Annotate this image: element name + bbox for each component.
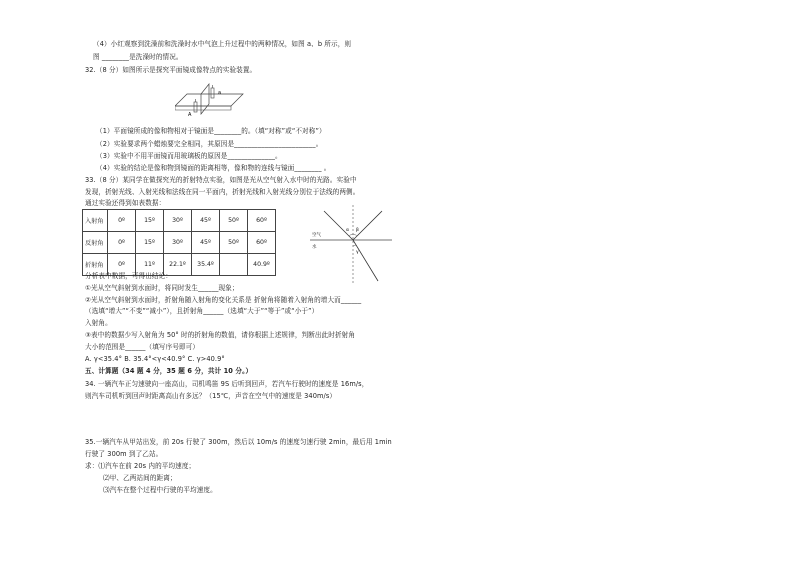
- q32-3: （3）实验中不用平面镜而用玻璃板的原因是______________。: [96, 152, 282, 160]
- label-air: 空气: [312, 233, 321, 238]
- q35-line5: ⑶汽车在整个过程中行驶的平均速度。: [103, 486, 217, 494]
- cell: 0º: [108, 210, 136, 232]
- q35-line2: 行驶了 300m 到了乙站。: [85, 450, 163, 458]
- q35-line1: 35.一辆汽车从甲站出发，前 20s 行驶了 300m，然后以 10m/s 的速度匀速行驶 2min，最后用 1min: [85, 438, 392, 446]
- row-label: 入射角: [83, 210, 108, 232]
- q32-title: 32.（8 分）如图所示是探究平面镜成像特点的实验装置。: [85, 66, 257, 74]
- label-a: a: [218, 90, 222, 96]
- q35-line4: ⑵甲、乙两站间的距离；: [103, 474, 177, 482]
- refraction-diagram: [308, 203, 394, 285]
- q32-2: （2）实验要求两个蜡烛要完全相同，其原因是________________________。: [96, 140, 323, 148]
- q32-4: （4）实验的结论是像和物到镜面的距离相等，像和物的连线与镜面________ 。: [96, 164, 331, 172]
- label-gamma: γ: [356, 250, 359, 255]
- cell: 45º: [192, 210, 220, 232]
- cell: 45º: [192, 232, 220, 254]
- analysis-line6: ③表中的数据少写入射角为 50° 时的折射角的数值，请你根据上述规律，判断出此时折射角: [85, 331, 356, 339]
- q34-line2: 则汽车司机听到回声时距离高山有多远？（15℃，声音在空气中的速度是 340m/s）: [85, 392, 337, 400]
- label-alpha: α: [346, 228, 349, 233]
- cell: 0º: [108, 232, 136, 254]
- q33-line1: 33.（8 分）某同学在做探究光的折射特点实验，如图是光从空气射入水中时的光路。实验中: [85, 176, 357, 184]
- cell: 50º: [220, 232, 248, 254]
- cell: 35.4º: [192, 254, 220, 276]
- q32-1: （1）平面镜所成的像和物相对于镜面是________的。（填“对称”或“不对称”）: [96, 127, 326, 135]
- cell: 50º: [220, 210, 248, 232]
- cell: 11º: [136, 254, 164, 276]
- label-A: A: [188, 112, 192, 118]
- cell: 60º: [248, 232, 276, 254]
- row-label: 反射角: [83, 232, 108, 254]
- q33-line2: 发现，折射光线、入射光线和法线在同一平面内，折射光线和入射光线分别位于法线的两侧。: [85, 188, 360, 196]
- cell: [220, 254, 248, 276]
- analysis-line7: 大小的范围是______（填写序号即可）: [85, 343, 200, 351]
- analysis-line4: （选填“增大”“不变”“减小”），且折射角______（选填“大于”“等于”或“小于”）: [85, 307, 319, 315]
- analysis-line1: 分析表中数据，可得出结论：: [85, 272, 173, 280]
- angle-data-table: [82, 209, 276, 276]
- section-5-heading: 五、计算题（34 题 4 分，35 题 6 分，共计 10 分。）: [85, 367, 253, 375]
- cell: 15º: [136, 210, 164, 232]
- table-row: [83, 210, 276, 232]
- cell: 15º: [136, 232, 164, 254]
- label-beta: β: [356, 228, 359, 233]
- cell: 22.1º: [164, 254, 192, 276]
- analysis-line3: ②光从空气斜射到水面时，折射角随入射角的变化关系是 折射角将随着入射角的增大而______: [85, 296, 362, 304]
- q31-4-line2: 图 ________是洗澡时的情况。: [93, 53, 183, 61]
- analysis-line5: 入射角。: [85, 319, 112, 327]
- q33-line3: 通过实验还得到如表数据：: [85, 199, 166, 207]
- cell: 40.9º: [248, 254, 276, 276]
- table-row: [83, 232, 276, 254]
- cell: 60º: [248, 210, 276, 232]
- mirror-apparatus-figure: [175, 78, 245, 122]
- analysis-line2: ①光从空气斜射到水面时，将同时发生______现象；: [85, 284, 239, 292]
- cell: 30º: [164, 232, 192, 254]
- answer-options: A. γ<35.4° B. 35.4°<γ<40.9° C. γ>40.9°: [85, 355, 225, 363]
- cell: 0º: [108, 254, 136, 276]
- label-water: 水: [312, 245, 317, 250]
- q31-4-line1: （4）小红观察到洗澡前和洗澡时水中气泡上升过程中的两种情况，如图 a、b 所示，则: [93, 40, 352, 48]
- cell: 30º: [164, 210, 192, 232]
- q35-line3: 求：⑴汽车在前 20s 内的平均速度；: [85, 462, 196, 470]
- q34-line1: 34. 一辆汽车正匀速驶向一座高山，司机鸣笛 9S 后听到回声，若汽车行驶时的速度是 16m/s，: [85, 380, 369, 388]
- row-label: 折射角: [83, 254, 108, 276]
